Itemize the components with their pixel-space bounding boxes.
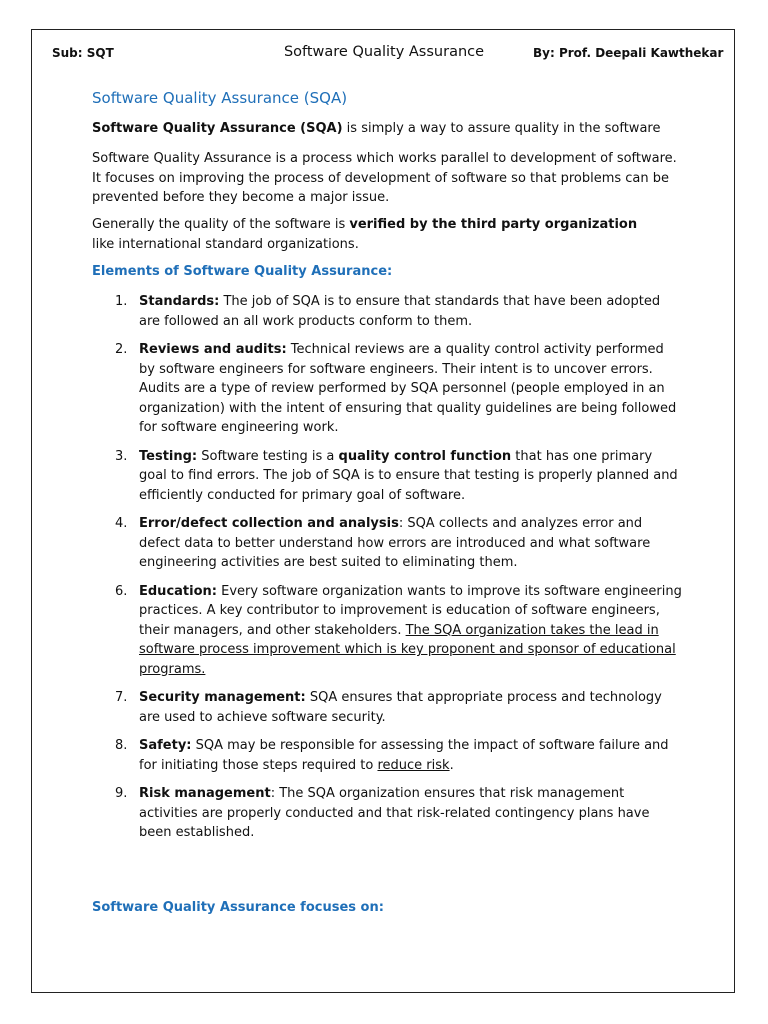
- item-title: Testing:: [139, 448, 198, 464]
- item-text: Software testing is a: [197, 448, 339, 464]
- list-item: [92, 447, 682, 506]
- list-number: 4.: [115, 516, 128, 531]
- item-underlined: reduce risk: [377, 757, 450, 773]
- item-title: Error/defect collection and analysis: [139, 516, 399, 531]
- item-underlined: The SQA organization takes the lead in software process improvement which is key proponent and sponsor of educational programs.: [139, 622, 676, 677]
- item-text: SQA ensures that appropriate process and technology are used to achieve software security.: [139, 690, 662, 725]
- list-item: [92, 784, 682, 843]
- header-title: Software Quality Assurance: [283, 44, 485, 60]
- list-number: 6.: [115, 583, 128, 599]
- item-text: : SQA collects and analyzes error and defect data to better understand how errors are introduced and what software engineering activities are best suited to eliminating them.: [139, 516, 651, 570]
- list-number: 9.: [115, 786, 128, 801]
- intro-rest: is simply a way to assure quality in the software: [342, 121, 661, 136]
- elements-list: [92, 292, 682, 852]
- item-text: that has one primary goal to find errors. The job of SQA is to ensure that testing is properly planned and efficiently conducted for primary goal of software.: [139, 448, 678, 503]
- para2-bold: verified by the third party organization: [349, 217, 638, 232]
- list-item: [92, 340, 682, 438]
- item-tail: .: [449, 757, 454, 773]
- paragraph-1: Software Quality Assurance is a process which works parallel to development of software. It focuses on improving the process of development of software so that problems can be prevented before they become a major issue.: [92, 151, 677, 205]
- list-item: [92, 688, 682, 727]
- item-title: Standards:: [139, 294, 220, 309]
- item-text: Technical reviews are a quality control activity performed by software engineers for software engineers. Their intent is to uncover errors. Audits are a type of review performed by SQA personnel (people employed in an organization) with the intent of ensuring that quality guidelines are being followed for software engineering work.: [139, 342, 677, 435]
- elements-heading: Elements of Software Quality Assurance:: [92, 264, 393, 279]
- item-text: Every software organization wants to improve its software engineering practices. A key contributor to improvement is education of software engineers, their managers, and other stakeholders.: [139, 583, 682, 638]
- intro-bold: Software Quality Assurance (SQA): [92, 121, 343, 136]
- para2-start: Generally the quality of the software is: [92, 217, 350, 232]
- intro-paragraph: [92, 119, 682, 139]
- list-number: 3.: [115, 448, 128, 464]
- list-number: 7.: [115, 690, 128, 705]
- item-title: Reviews and audits:: [139, 342, 287, 357]
- list-item: [92, 292, 682, 331]
- focus-heading: Software Quality Assurance focuses on:: [92, 900, 384, 915]
- item-text: : The SQA organization ensures that risk management activities are properly conducted and that risk-related contingency plans have been established.: [139, 786, 650, 840]
- list-item: [92, 736, 682, 775]
- item-text: The job of SQA is to ensure that standards that have been adopted are followed an all work products conform to them.: [139, 294, 661, 329]
- list-number: 2.: [115, 342, 128, 357]
- section-heading: Software Quality Assurance (SQA): [92, 89, 348, 107]
- item-title: Education:: [139, 583, 217, 599]
- para2-end: like international standard organizations.: [92, 236, 359, 252]
- item-bold-phrase: quality control function: [338, 448, 512, 464]
- list-number: 1.: [115, 294, 128, 309]
- paragraph-2: [92, 215, 682, 254]
- header-author: By: Prof. Deepali Kawthekar: [533, 46, 724, 60]
- header-subject: Sub: SQT: [52, 46, 114, 60]
- item-title: Security management:: [139, 690, 306, 705]
- item-title: Risk management: [139, 786, 271, 801]
- list-number: 8.: [115, 738, 128, 753]
- list-item: [92, 582, 682, 680]
- item-text: SQA may be responsible for assessing the impact of software failure and for initiating those steps required to: [139, 738, 669, 773]
- item-title: Safety:: [139, 738, 192, 753]
- list-item: [92, 514, 682, 573]
